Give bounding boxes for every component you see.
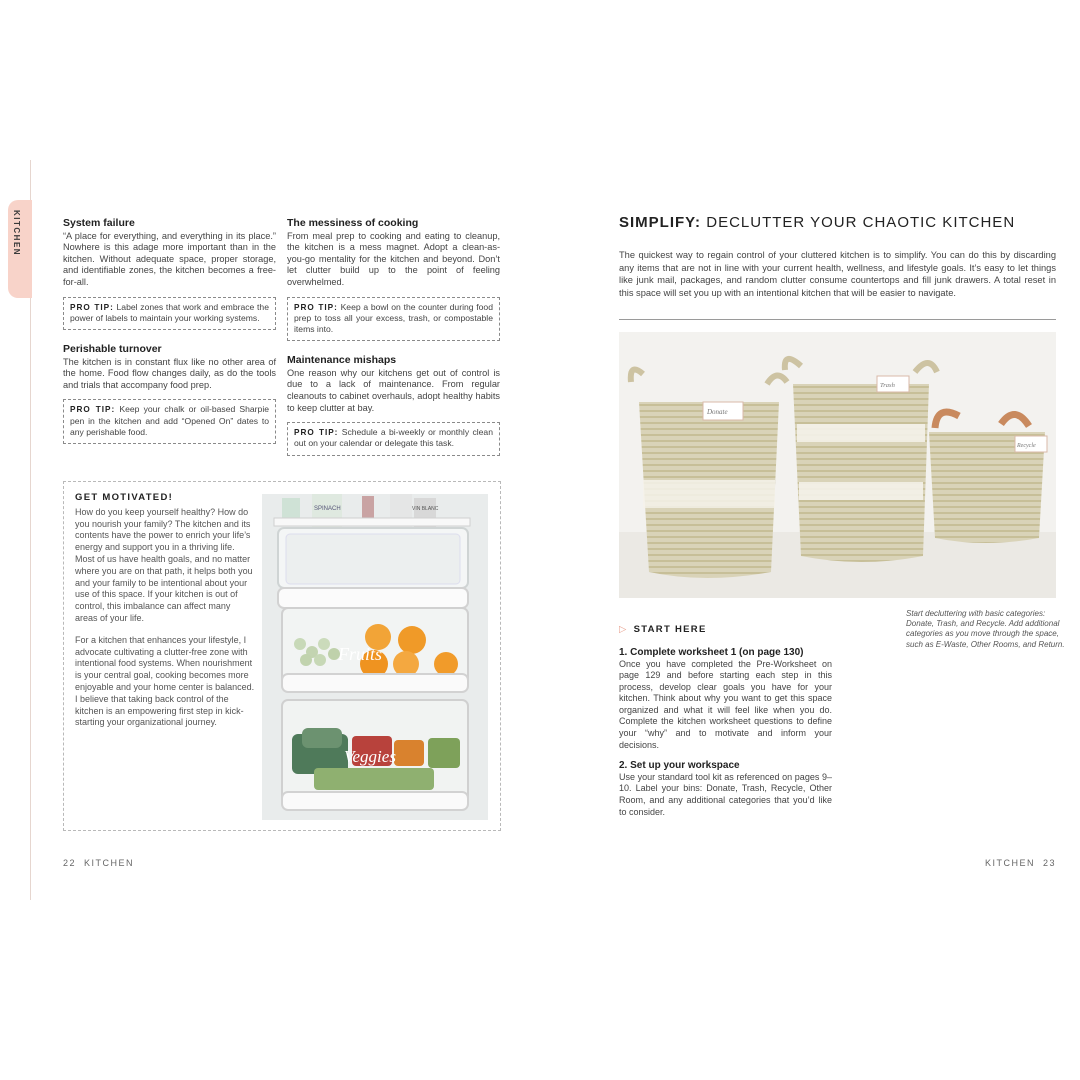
- fruits-label: Fruits: [338, 644, 383, 664]
- fridge-illustration: [262, 494, 488, 820]
- chevron-right-icon: ▷: [619, 624, 628, 635]
- pro-tip-label: PRO TIP:: [70, 405, 116, 415]
- veggies-label: Veggies: [344, 747, 396, 766]
- running-footer: KITCHEN: [984, 858, 1035, 868]
- pro-tip-box: [63, 297, 276, 330]
- pro-tip-text: Keep a bowl on the counter during food prep to toss all your excess, trash, or compostable items into.: [294, 301, 493, 334]
- step-heading: 2. Set up your workspace: [619, 760, 740, 772]
- step-body: Once you have completed the Pre-Worksheet on page 129 and before starting each step in this process, develop clear goals you have for your kitchen. Think about why you want to get this space organized and what it will feel like when you do. Complete the kitchen worksheet questions to define your “why” and to motivate and inform your decisions.: [619, 658, 832, 750]
- pro-tip-text: Keep your chalk or oil-based Sharpie pen in the kitchen and add “Opened On” dates to any perishable food.: [70, 404, 270, 437]
- photo-caption: Start decluttering with basic categories: Donate, Trash, and Recycle. Add additional categories as you move through the space, such as E-Waste, Other Rooms, and Return.: [906, 609, 1065, 649]
- page-title: [619, 214, 1015, 231]
- section-body: From meal prep to cooking and eating to cleanup, the kitchen is a mess magnet. Adopt a clean-as-you-go mentality for the kitchen and beyond. Don’t let clutter build up to the point of feeling overwhelmed.: [287, 230, 500, 287]
- section-heading: Maintenance mishaps: [287, 354, 397, 367]
- spinach-label: SPINACH: [314, 506, 341, 512]
- start-here-label: START HERE: [633, 624, 707, 635]
- divider: [619, 319, 1056, 320]
- pro-tip-box: [63, 399, 276, 444]
- pro-tip-text: Label zones that work and embrace the power of labels to maintain your working systems.: [70, 301, 269, 323]
- basket-label-trash: Trash: [880, 382, 895, 389]
- running-footer: KITCHEN: [84, 858, 135, 868]
- section-heading: Perishable turnover: [63, 342, 162, 355]
- basket-label-recycle: Recycle: [1017, 443, 1036, 449]
- baskets-illustration: [619, 332, 1056, 598]
- pro-tip-box: [287, 297, 500, 342]
- left-column-2: [287, 218, 500, 470]
- page-number: 22: [63, 858, 77, 868]
- get-motivated-paragraph: How do you keep yourself healthy? How do you nourish your family? The kitchen and its contents have the power to enrich your life’s energy and support you in a thriving life. Most of us have health goals, and no matter where you are on that path, it helps both you and your family to be intentional about your use of this space. If your kitchen is out of control, this imbalance can affect many areas of your life.: [75, 506, 253, 623]
- get-motivated-text: [75, 492, 255, 739]
- step-heading: 1. Complete worksheet 1 (on page 130): [619, 647, 804, 658]
- section-body: One reason why our kitchens get out of control is due to a lack of maintenance. From regular cleanouts to cabinet overhauls, adopt healthy habits to keep clutter at bay.: [287, 367, 500, 413]
- section-heading: The messiness of cooking: [287, 217, 419, 229]
- pro-tip-box: [287, 422, 500, 455]
- section-tab-label: KITCHEN: [12, 210, 21, 257]
- section-heading: System failure: [63, 217, 135, 229]
- section-tab: [8, 200, 32, 298]
- steps-list: [619, 647, 832, 827]
- section-body: “A place for everything, and everything in its place.” Nowhere is this adage more important than in the kitchen. Without adequate space, proper storage, and identifiable zones, the kitchen becomes a free-for-all.: [63, 230, 276, 287]
- basket-label-donate: Donate: [707, 408, 728, 416]
- fridge-photo: [262, 494, 488, 820]
- page-title-rest: DECLUTTER YOUR CHAOTIC KITCHEN: [706, 214, 1016, 231]
- baskets-photo: [619, 332, 1056, 598]
- pro-tip-label: PRO TIP:: [70, 302, 114, 312]
- section-body: The kitchen is in constant flux like no other area of the home. Food flow changes daily, as do the tools and trials that accompany food prep.: [63, 356, 276, 390]
- get-motivated-box: [63, 481, 501, 831]
- intro-paragraph: The quickest way to regain control of your cluttered kitchen is to simplify. You can do this by discarding any items that are not in line with your current health, wellness, and lifestyle goals. It’s easy to let things like junk mail, packages, and random clutter consume countertops and fill junk drawers. A total reset in this space will set you up with an intentional kitchen that will be easier to navigate.: [619, 250, 1056, 298]
- pro-tip-label: PRO TIP:: [294, 428, 339, 438]
- right-footer: [985, 858, 1056, 868]
- step-body: Use your standard tool kit as referenced on pages 9–10. Label your bins: Donate, Trash, Recycle, Other Room, and any additional categories that you’d like to consider.: [619, 771, 832, 817]
- get-motivated-heading: GET MOTIVATED!: [75, 492, 174, 503]
- left-column-1: [63, 218, 276, 458]
- get-motivated-paragraph: For a kitchen that enhances your lifestyle, I advocate cultivating a clutter-free zone with intentional food systems. When nourishment is your central goal, cooking becomes more enjoyable and your home center is balanced. I believe that taking back control of the kitchen is an empowering first step in kick-starting your organizational journey.: [75, 634, 255, 728]
- page-number: 23: [1042, 858, 1056, 868]
- wine-label: VIN BLANC: [412, 506, 439, 512]
- left-footer: [63, 858, 134, 868]
- page-title-bold: SIMPLIFY:: [619, 214, 702, 231]
- pro-tip-text: Schedule a bi-weekly or monthly clean out on your calendar or delegate this task.: [294, 427, 493, 449]
- pro-tip-label: PRO TIP:: [294, 302, 338, 312]
- start-here-heading: [619, 624, 707, 635]
